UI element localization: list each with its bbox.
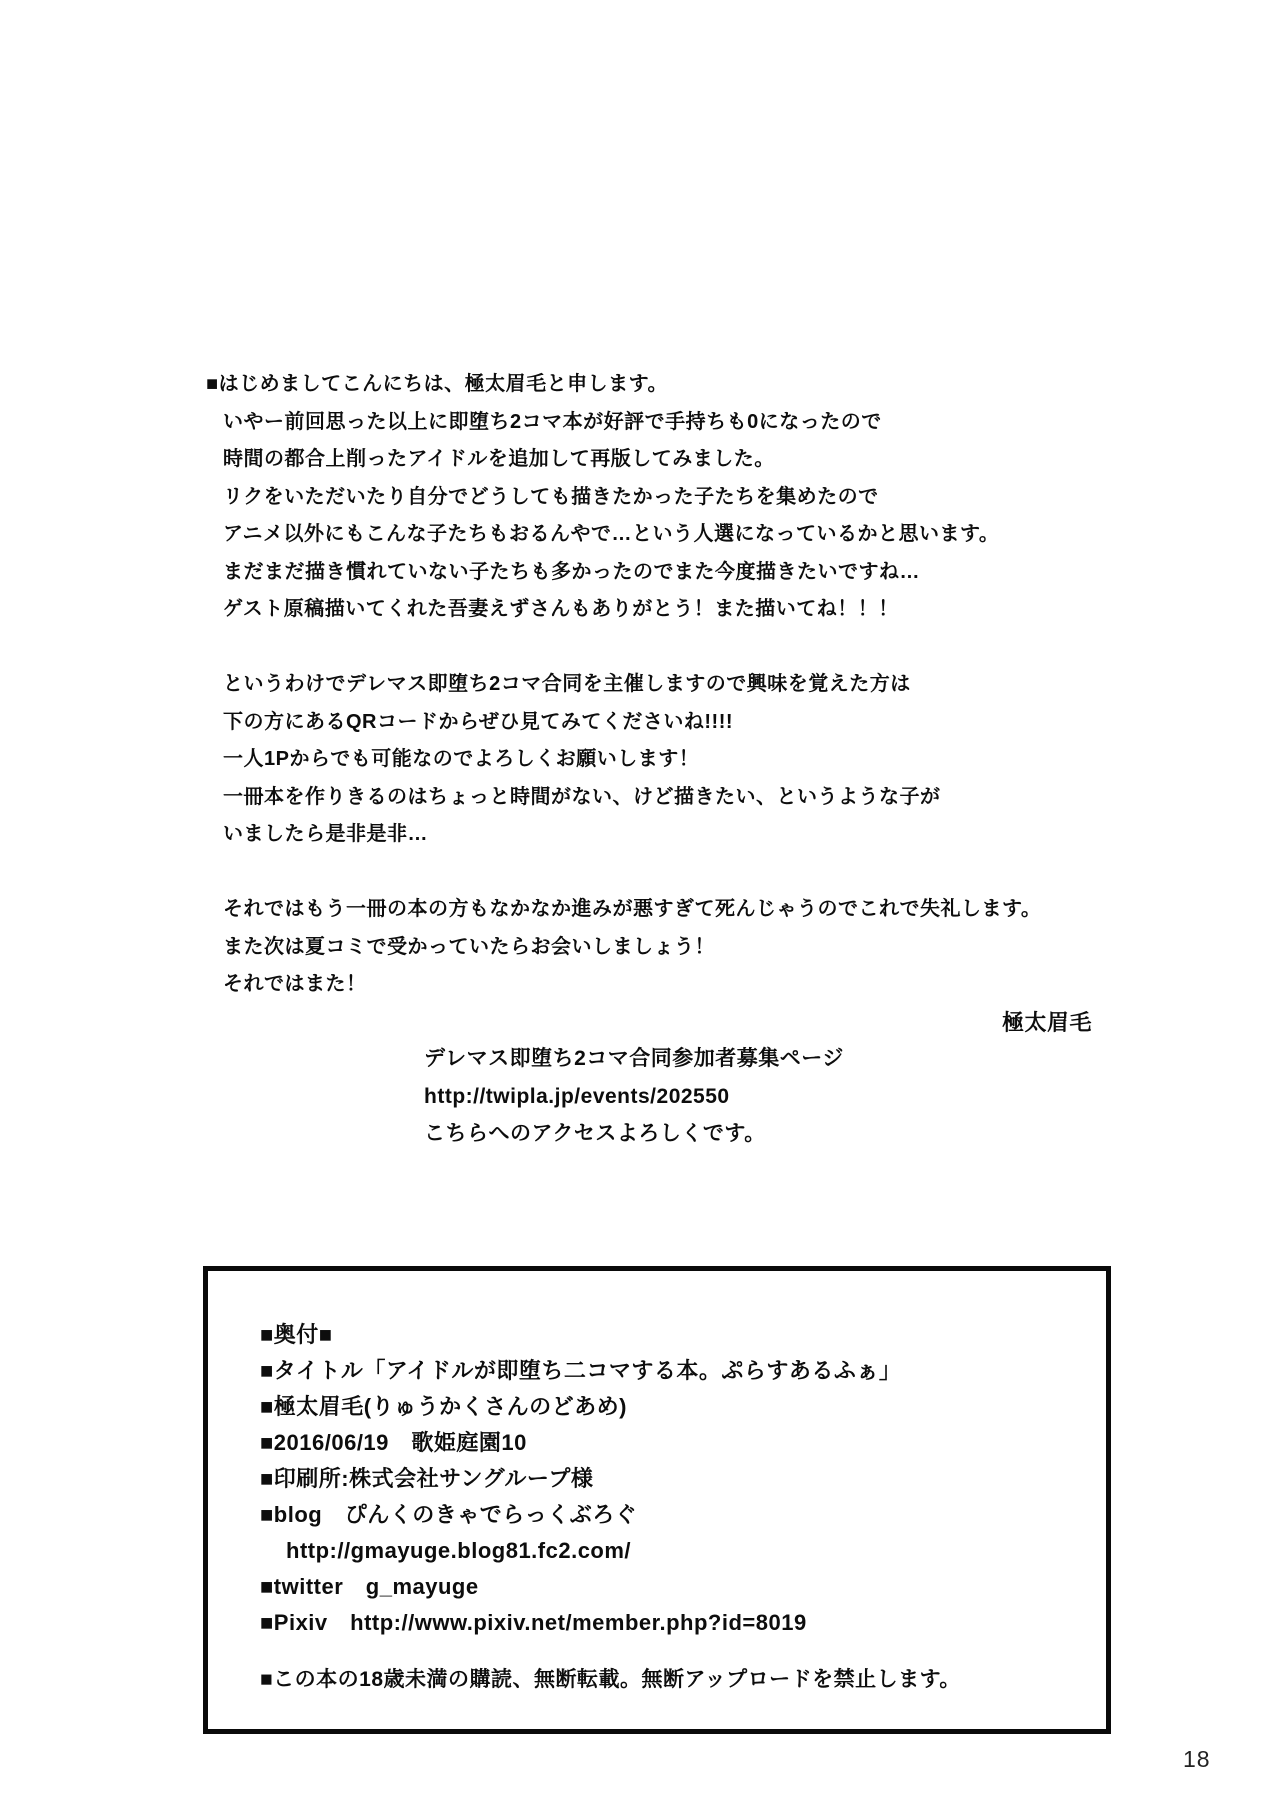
afterword-line: というわけでデレマス即堕ち2コマ合同を主催しますので興味を覚えた方は — [223, 673, 911, 695]
colophon-box — [203, 1266, 1111, 1734]
recruit-title: デレマス即堕ち2コマ合同参加者募集ページ — [424, 1047, 844, 1070]
colophon-twitter: ■twitter g_mayuge — [260, 1574, 479, 1599]
afterword-line: 一人1Pからでも可能なのでよろしくお願いします！ — [223, 748, 700, 770]
afterword-paragraph-2 — [206, 666, 1106, 854]
colophon-date-event: ■2016/06/19 歌姫庭園10 — [260, 1430, 527, 1455]
afterword-line: リクをいただいたり自分でどうしても描きたかった子たちを集めたので — [223, 485, 879, 508]
afterword-paragraph-3 — [206, 891, 1106, 1004]
afterword-paragraph-1 — [206, 366, 1106, 629]
afterword-line: 時間の都合上削ったアイドルを追加して再版してみました。 — [223, 448, 775, 470]
afterword-text — [206, 366, 1106, 1041]
afterword-line: ■はじめましてこんにちは、極太眉毛と申します。 — [206, 373, 668, 395]
afterword-line: それではまた！ — [223, 973, 367, 995]
recruit-url: http://twipla.jp/events/202550 — [424, 1084, 730, 1108]
afterword-line: 下の方にあるQRコードからぜひ見てみてくださいね!!!! — [223, 710, 734, 733]
colophon-author: ■極太眉毛(りゅうかくさんのどあめ) — [260, 1394, 627, 1419]
colophon-pixiv: ■Pixiv http://www.pixiv.net/member.php?id=8019 — [260, 1610, 807, 1635]
afterword-line: また次は夏コミで受かっていたらお会いしましょう！ — [223, 935, 715, 958]
afterword-line: まだまだ描き慣れていない子たちも多かったのでまた今度描きたいですね… — [223, 560, 920, 583]
afterword-line: いましたら是非是非… — [223, 823, 428, 845]
colophon-heading: ■奥付■ — [260, 1322, 333, 1347]
colophon-blog-url: http://gmayuge.blog81.fc2.com/ — [286, 1538, 632, 1563]
recruit-block — [424, 1040, 844, 1153]
colophon-notice: ■この本の18歳未満の購読、無断転載。無断アップロードを禁止します。 — [260, 1668, 961, 1691]
colophon-title: ■タイトル「アイドルが即堕ち二コマする本。ぷらすあるふぁ」 — [260, 1358, 902, 1383]
afterword-line: いやー前回思った以上に即堕ち2コマ本が好評で手持ちも0になったので — [223, 410, 882, 433]
afterword-line: 一冊本を作りきるのはちょっと時間がない、けど描きたい、というような子が — [223, 785, 941, 808]
afterword-line: ゲスト原稿描いてくれた吾妻えずさんもありがとう！また描いてね！！！ — [223, 598, 899, 620]
page-number: 18 — [1183, 1746, 1211, 1772]
author-signature: 極太眉毛 — [1001, 1009, 1092, 1035]
afterword-line: アニメ以外にもこんな子たちもおるんやで…という人選になっているかと思います。 — [223, 523, 1000, 545]
afterword-line: それではもう一冊の本の方もなかなか進みが悪すぎて死んじゃうのでこれで失礼します。 — [223, 898, 1042, 920]
colophon-blog: ■blog ぴんくのきゃでらっくぶろぐ — [260, 1502, 638, 1527]
colophon-printer: ■印刷所:株式会社サングループ様 — [260, 1466, 594, 1491]
recruit-note: こちらへのアクセスよろしくです。 — [424, 1122, 766, 1145]
